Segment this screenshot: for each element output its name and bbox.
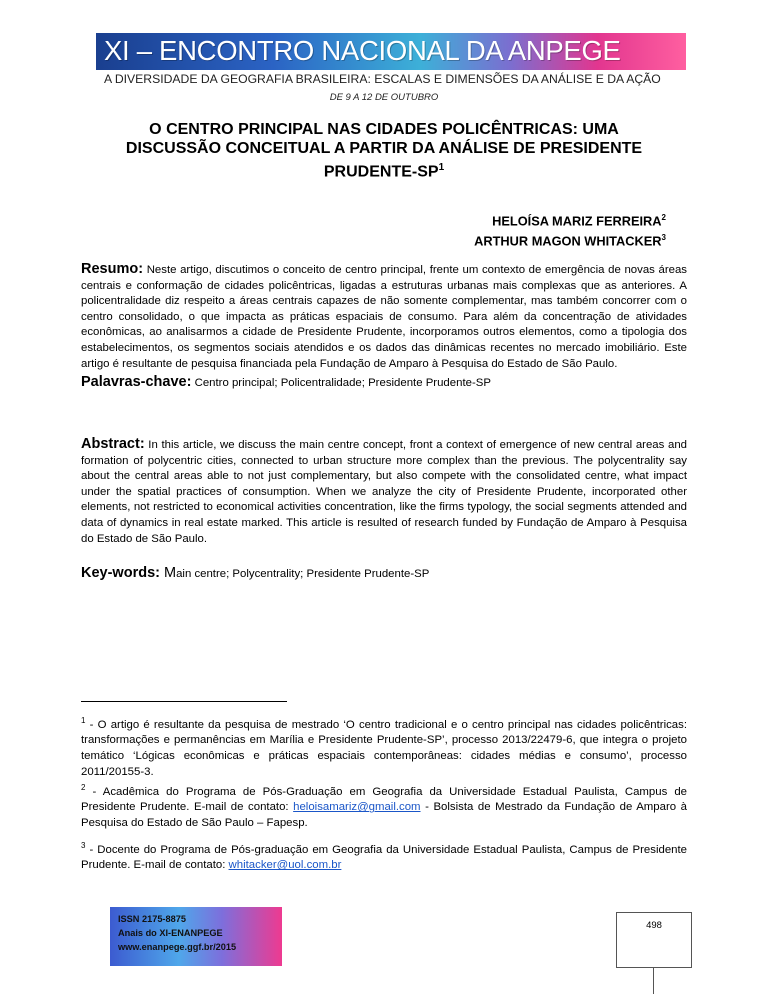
conference-dates: DE 9 A 12 DE OUTUBRO: [329, 92, 439, 103]
footnote-3: [81, 838, 687, 874]
paper-title: [110, 120, 658, 181]
keywords-label: Key-words:: [81, 565, 160, 581]
email-link-heloisa[interactable]: heloisamariz@gmail.com: [293, 801, 421, 814]
palavras-chave-label: Palavras-chave:: [81, 374, 192, 390]
footnote-number: 1: [81, 716, 86, 725]
palavras-chave-text: Centro principal; Policentralidade; Presidente Prudente-SP: [191, 377, 491, 389]
footnote-divider: [81, 701, 287, 702]
footnote-text: - Docente do Programa de Pós-graduação em Geografia da Universidade Estadual Paulista, Campus de Presidente Prudente. E-mail de contato:: [81, 843, 687, 872]
paper-title-text: O CENTRO PRINCIPAL NAS CIDADES POLICÊNTRICAS: UMA DISCUSSÃO CONCEITUAL A PARTIR DA ANÁLISE DE PRESIDENTE PRUDENTE-SP: [125, 121, 643, 181]
page-number-box: [616, 912, 692, 968]
title-footnote-ref[interactable]: 1: [438, 162, 445, 173]
keywords-text: ain centre; Polycentrality; Presidente Prudente-SP: [176, 568, 430, 580]
author-1: [474, 209, 666, 229]
palavras-chave-section: [81, 375, 687, 392]
resumo-text: Neste artigo, discutimos o conceito de centro principal, frente um contexto de emergência de novas áreas centrais e conformação de cidades policêntricas, ligadas a estruturas urbanas mais complexas que as anteriores. A policentralidade diz respeito a áreas centrais capazes de não somente complementar, mas também concorrer com o centro consolidado, o que impacta as práticas espaciais de consumo. Para além da concentração de atividades econômicas, ao analisarmos a cidade de Presidente Prudente, incorporamos outros elementos, como a tipologia dos estabelecimentos, os segmentos sociais atendidos e os dados das dinâmicas recentes no mercado imobiliário. Este artigo é resultante de pesquisa financiada pela Fundação de Amparo à Pesquisa do Estado de São Paulo.: [81, 264, 687, 370]
footnote-1: [81, 713, 687, 780]
keywords-section: [81, 566, 687, 583]
footnote-text: - Acadêmica do Programa de Pós-Graduação em Geografia da Universidade Estadual Paulista, Campus de Presidente Prudente. E-mail de contato:: [81, 785, 687, 814]
conference-subtitle: A DIVERSIDADE DA GEOGRAFIA BRASILEIRA: ESCALAS E DIMENSÕES DA ANÁLISE E DA AÇÃO: [104, 72, 661, 86]
abstract-label: Abstract:: [81, 436, 145, 452]
author-1-footnote-ref[interactable]: 2: [661, 213, 666, 222]
anais-text: Anais do XI-ENANPEGE: [118, 928, 223, 938]
author-2-name: ARTHUR MAGON WHITACKER: [474, 233, 662, 249]
page-number: 498: [646, 920, 662, 931]
conference-title: XI – ENCONTRO NACIONAL DA ANPEGE: [104, 35, 621, 66]
abstract-text: In this article, we discuss the main centre concept, front a context of emergence of new central areas and formation of polycentric cities, connected to urban structure more complex than the previous. The polycentrality say about the central areas able to not just complementary, but also compete with the consolidated centre, what impact under the spatial practices of consumption. When we analyze the city of Presidente Prudente, incorporated other elements, not restricted to economical activities concentration, like the firms typology, the social segments attended and data of dynamics in real estate marked. This article is resulted of research funded by Fundação de Amparo à Pesquisa do Estado de São Paulo.: [81, 439, 687, 545]
authors: [474, 209, 666, 250]
author-2-footnote-ref[interactable]: 3: [661, 233, 666, 243]
resumo-section: [81, 262, 687, 372]
resumo-label: Resumo:: [81, 261, 144, 277]
footnote-2: [81, 780, 687, 832]
abstract-section: [81, 437, 687, 547]
footnote-number: 3: [81, 841, 86, 850]
issn-text: ISSN 2175-8875: [118, 914, 186, 924]
page-number-line: [653, 967, 654, 994]
url-text: www.enanpege.ggf.br/2015: [118, 942, 237, 952]
keywords-first-letter: M: [159, 565, 177, 581]
author-1-name: HELOÍSA MARIZ FERREIRA: [492, 213, 662, 229]
author-2: [474, 229, 666, 249]
footnote-text-continued: - Bolsista de Mestrado da Fundação de Amparo à Pesquisa do Estado de São Paulo – Fapesp.: [81, 801, 687, 829]
footnote-text: - O artigo é resultante da pesquisa de mestrado ‘O centro tradicional e o centro principal nas cidades policêntricas: transformações e permanências em Marília e Presidente Prudente-SP’, processo 2013/22479-6, que integra o projeto temático ‘Lógicas econômicas e práticas espaciais contemporâneas: cidades médias e consumo’, processo 2011/20155-3.: [81, 718, 687, 778]
footnote-number: 2: [81, 783, 86, 792]
email-link-whitacker[interactable]: whitacker@uol.com.br: [228, 859, 342, 872]
